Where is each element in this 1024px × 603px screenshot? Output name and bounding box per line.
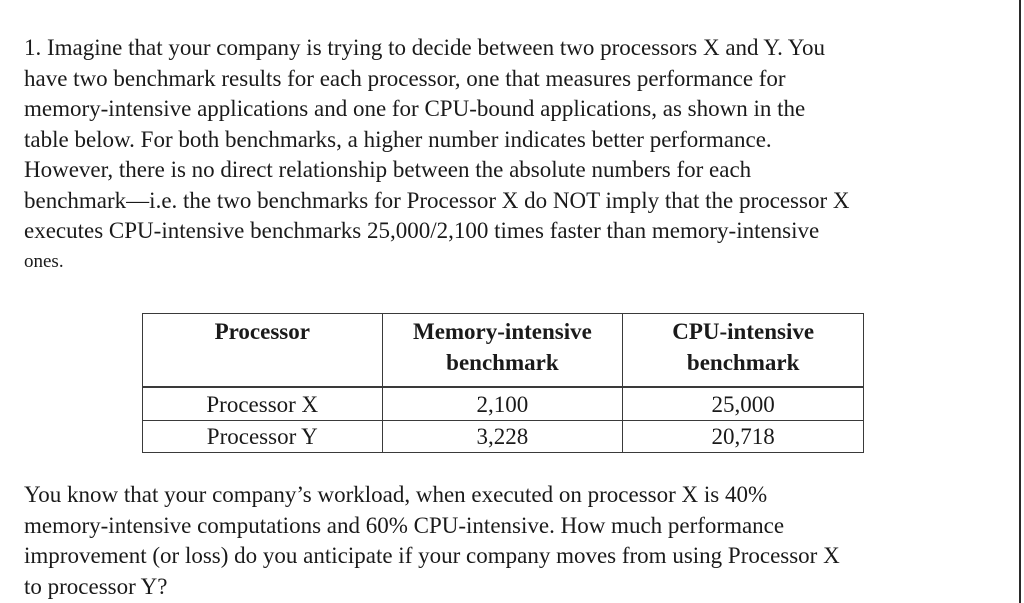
processor-y-name: Processor Y [206,424,318,449]
intro-line: 1. Imagine that your company is trying to decide between two processors X and Y. You [24,35,826,60]
header-processor-label: Processor [214,319,310,344]
intro-line: However, there is no direct relationship between the absolute numbers for each [24,157,752,182]
benchmark-table [142,313,864,453]
memory-column [382,388,623,453]
processor-y-memory: 3,228 [476,424,529,449]
header-memory-line1: Memory-intensive [412,319,592,344]
intro-line: have two benchmark results for each processor, one that measures performance for [24,65,786,91]
processor-x-memory: 2,100 [383,389,623,421]
header-cpu-line1: CPU-intensive [672,319,815,344]
intro-line: ones. [24,250,64,272]
question-line: memory-intensive computations and 60% CPU-intensive. How much performance [24,512,785,538]
question-paragraph [24,480,994,602]
header-memory-benchmark [382,314,623,387]
processor-x-name: Processor X [143,389,382,421]
problem-intro-paragraph [24,33,994,277]
processor-column [143,388,383,453]
page-edge-divider [1019,0,1021,603]
cpu-column [623,388,864,453]
header-memory-line2: benchmark [446,350,559,375]
intro-line: table below. For both benchmarks, a higher number indicates better performance. [24,126,772,152]
intro-line: benchmark—i.e. the two benchmarks for Processor X do NOT imply that the processor X [24,187,850,213]
header-cpu-line2: benchmark [686,350,800,375]
question-line: to processor Y? [24,573,168,599]
table-header-row [143,314,864,387]
question-line: You know that your company’s workload, when executed on processor X is 40% [24,482,768,507]
intro-line: memory-intensive applications and one for CPU-bound applications, as shown in the [24,96,806,121]
header-processor [143,314,383,387]
question-line: improvement (or loss) do you anticipate if your company moves from using Processor X [24,543,840,568]
table-body-row [143,388,864,453]
intro-line: executes CPU-intensive benchmarks 25,000/2,100 times faster than memory-intensive [24,218,820,243]
header-cpu-benchmark [623,314,864,387]
processor-y-cpu: 20,718 [711,424,775,449]
processor-x-cpu: 25,000 [623,389,863,421]
